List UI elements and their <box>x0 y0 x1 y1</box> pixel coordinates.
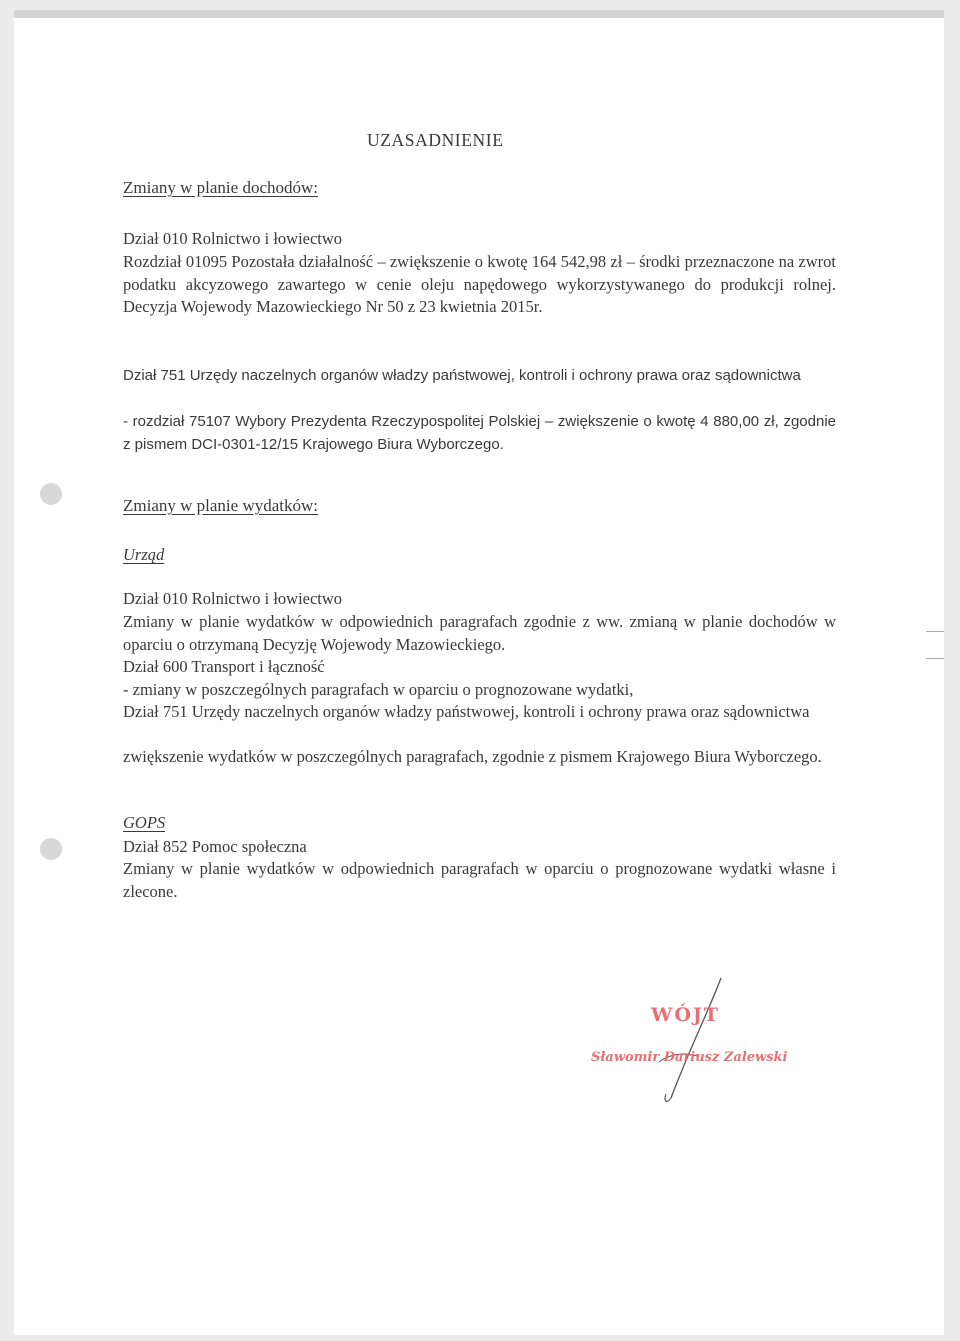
expense-division-600: Dział 600 Transport i łączność <box>123 657 325 676</box>
signature-stamp <box>589 970 829 1110</box>
signature-name: Sławomir Dariusz Zalewski <box>591 1050 788 1065</box>
office-label: Urząd <box>123 545 165 564</box>
expense-heading: Zmiany w planie wydatków: <box>123 496 318 515</box>
expense-division-010: Dział 010 Rolnictwo i łowiectwo <box>123 589 343 608</box>
expense-division-751-text: zwiększenie wydatków w poszczególnych paragrafach, zgodnie z pismem Krajowego Biura Wyborczego. <box>123 747 822 766</box>
punch-hole-lower <box>40 838 62 860</box>
expense-division-600-text: - zmiany w poszczególnych paragrafach w oparciu o prognozowane wydatki, <box>123 680 634 699</box>
document-title: UZASADNIENIE <box>367 130 504 150</box>
expense-division-751: Dział 751 Urzędy naczelnych organów władzy państwowej, kontroli i ochrony prawa oraz sądownictwa <box>123 702 810 721</box>
income-chapter-01095: Rozdział 01095 Pozostała działalność – zwiększenie o kwotę 164 542,98 zł – środki przeznaczone na zwrot podatku akcyzowego zawartego w cenie oleju napędowego wykorzystywanego do produkcji rolnej. Decyzja Wojewody Mazowieckiego Nr 50 z 23 kwietnia 2015r. <box>123 252 836 317</box>
document-page <box>14 10 944 1335</box>
income-division-751: Dział 751 Urzędy naczelnych organów władzy państwowej, kontroli i ochrony prawa oraz sądownictwa <box>123 367 801 384</box>
scan-edge-mark <box>926 631 944 632</box>
income-chapter-75107: - rozdział 75107 Wybory Prezydenta Rzeczypospolitej Polskiej – zwiększenie o kwotę 4 880,00 zł, zgodnie z pismem DCI-0301-12/15 Krajowego Biura Wyborczego. <box>123 413 836 453</box>
gops-division-852-text: Zmiany w planie wydatków w odpowiednich paragrafach w oparciu o prognozowane wydatki własne i zlecone. <box>123 859 836 901</box>
signature-title: WÓJT <box>651 1004 721 1026</box>
signature-stroke <box>589 970 829 1110</box>
scan-top-edge <box>14 10 944 18</box>
income-heading: Zmiany w planie dochodów: <box>123 178 318 197</box>
scan-edge-mark <box>926 658 944 659</box>
income-division-010: Dział 010 Rolnictwo i łowiectwo <box>123 229 343 248</box>
gops-label: GOPS <box>123 813 166 832</box>
punch-hole-upper <box>40 483 62 505</box>
expense-division-010-text: Zmiany w planie wydatków w odpowiednich paragrafach zgodnie z ww. zmianą w planie dochodów w oparciu o otrzymaną Decyzję Wojewody Mazowieckiego. <box>123 612 836 654</box>
gops-division-852: Dział 852 Pomoc społeczna <box>123 837 307 856</box>
